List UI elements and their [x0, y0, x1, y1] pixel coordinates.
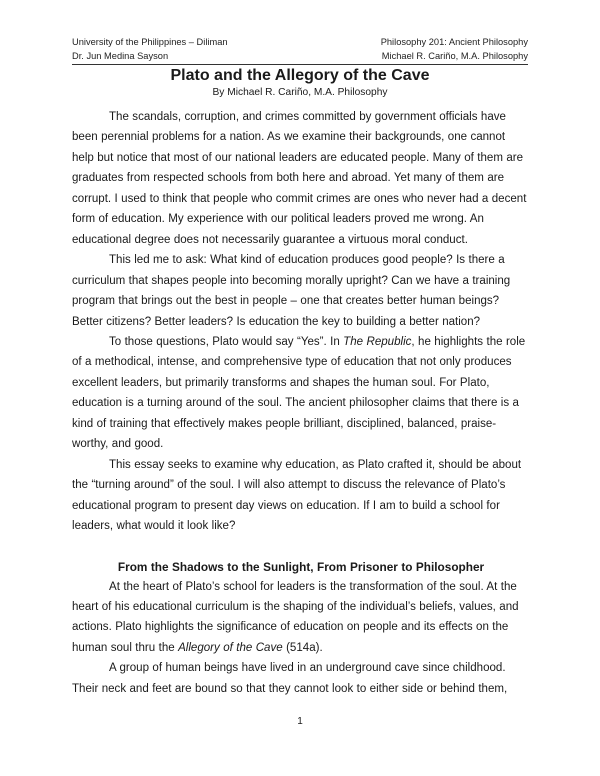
paragraph-5 [72, 577, 530, 659]
paragraph-1: The scandals, corruption, and crimes committed by government officials have been perennial problems for a nation. As we examine their backgrounds, one cannot help but notice that most of our national leaders are educated people. Many of them are graduates from respected schools from both here and abroad. Yet many of them are corrupt. I used to think that people who commit crimes are ones who never had a decent form of education. My experience with our political leaders proved me wrong. An educational degree does not necessarily guarantee a virtuous moral conduct. [72, 111, 527, 246]
document-body [72, 107, 530, 699]
paragraph-3-part-b: , he highlights the role of a methodical, intense, and comprehensive type of education that not only produces excellent leaders, but primarily transforms and shapes the human soul. For Plato, education is a turning around of the soul. The ancient philosopher claims that there is a kind of training that effectively makes people brilliant, disciplined, balanced, praise-worthy, and good. [72, 335, 526, 451]
page-header [72, 35, 528, 65]
header-course: Philosophy 201: Ancient Philosophy [380, 37, 528, 47]
header-row-1 [72, 35, 528, 49]
paragraph-2: This led me to ask: What kind of education produces good people? Is there a curriculum that shapes people into becoming morally upright? Can we have a training program that brings out the best in people – one that creates better human beings? Better citizens? Better leaders? Is education the key to building a better nation? [72, 254, 511, 328]
document-title: Plato and the Allegory of the Cave [170, 67, 430, 84]
header-author: Michael R. Cariño, M.A. Philosophy [381, 51, 528, 61]
paragraph-5-part-a: At the heart of Plato’s school for leaders is the transformation of the soul. At the heart of his educational curriculum is the shaping of the individual’s beliefs, values, and actions. Plato highlights the significance of education on people and its effects on the human soul thru the [72, 580, 519, 654]
paragraph-3-book-title: The Republic [343, 335, 412, 348]
paragraph-4: This essay seeks to examine why education, as Plato crafted it, should be about the “turning around” of the soul. I will also attempt to discuss the relevance of Plato’s educational program to present day views on education. If I am to build a school for leaders, what would it look like? [72, 458, 522, 533]
header-instructor: Dr. Jun Medina Sayson [72, 51, 169, 61]
header-row-2 [72, 49, 528, 65]
page-number: 1 [297, 716, 303, 727]
paragraph-5-part-b: (514a). [282, 641, 323, 654]
paragraph-3 [72, 332, 530, 455]
paragraph-3-part-a: To those questions, Plato would say “Yes”. In [109, 335, 344, 348]
header-university: University of the Philippines – Diliman [72, 37, 228, 47]
document-byline: By Michael R. Cariño, M.A. Philosophy [212, 87, 388, 98]
paragraph-6: A group of human beings have lived in an underground cave since childhood. Their neck and feet are bound so that they cannot look to either side or behind them, [72, 662, 508, 695]
paragraph-5-allegory-title: Allegory of the Cave [178, 641, 283, 654]
section-heading: From the Shadows to the Sunlight, From Prisoner to Philosopher [117, 559, 485, 574]
